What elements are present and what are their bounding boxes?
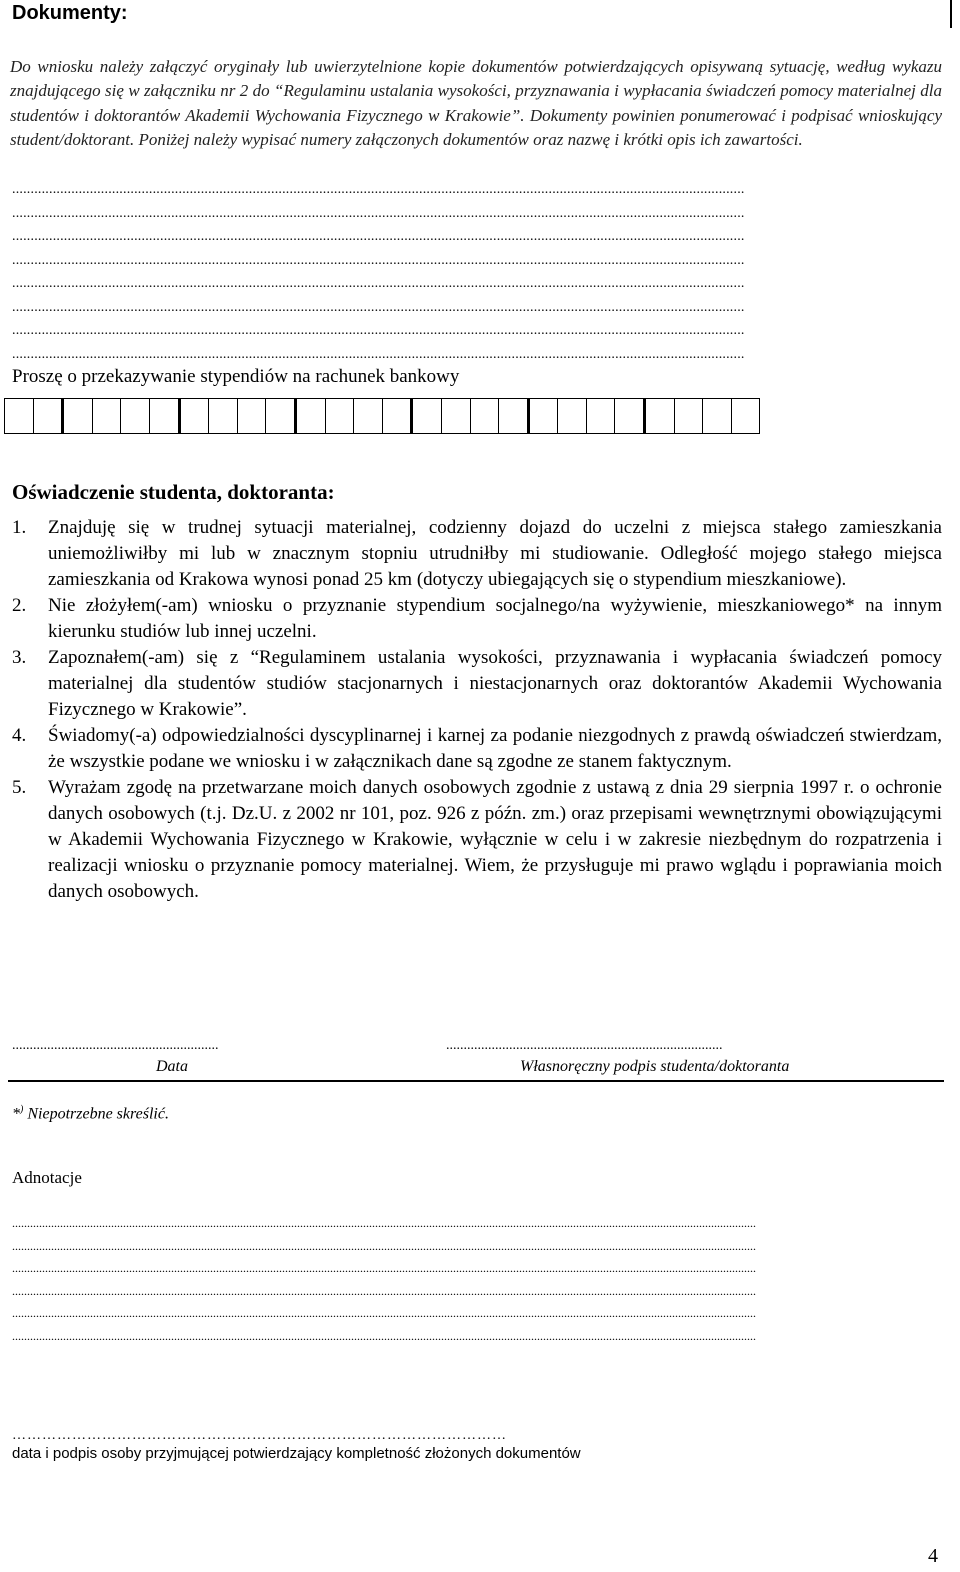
bank-digit-box[interactable] [92, 398, 121, 434]
bank-digit-box[interactable] [294, 398, 325, 434]
statement-number: 1. [12, 517, 27, 538]
bank-digit-box[interactable] [614, 398, 643, 434]
document-line[interactable]: ...................................................................................................................................................................................................... [12, 252, 745, 268]
statement-text: Nie złożyłem(-am) wniosku o przyznanie stypendium socjalnego/na wyżywienie, mieszkaniowego* na innym kierunku studiów lub innej uczelni. [48, 595, 942, 642]
bank-digit-box[interactable] [643, 398, 674, 434]
bank-digit-box[interactable] [441, 398, 470, 434]
footnote-sup: ) [20, 1104, 24, 1115]
annotation-lines [12, 1212, 942, 1347]
document-line[interactable]: ...................................................................................................................................................................................................... [12, 182, 745, 197]
statement-list [12, 515, 942, 905]
bank-digit-box[interactable] [498, 398, 527, 434]
statement-item [12, 645, 942, 723]
statement-number: 2. [12, 595, 27, 616]
bank-account-label: Proszę o przekazywanie stypendiów na rachunek bankowy [12, 366, 460, 387]
bank-digit-box[interactable] [586, 398, 615, 434]
divider [8, 1080, 944, 1082]
document-line[interactable]: ...................................................................................................................................................................................................... [12, 229, 745, 244]
statement-text: Zapoznałem(-am) się z “Regulaminem ustalania wysokości, przyznawania i wypłacania świadczeń pomocy materialnej dla studentów studiów stacjonarnych i niestacjonarnych oraz doktorantów Akademii Wychowania Fizycznego w Krakowie”. [48, 647, 942, 720]
bank-digit-box[interactable] [410, 398, 441, 434]
annotation-line[interactable]: ........................................................................................................................................................................................................................................................ [12, 1216, 756, 1230]
bank-digit-box[interactable] [33, 398, 62, 434]
statement-title: Oświadczenie studenta, doktoranta: [12, 480, 335, 504]
statement-number: 4. [12, 725, 27, 746]
bank-digit-box[interactable] [265, 398, 294, 434]
document-line[interactable]: ...................................................................................................................................................................................................... [12, 299, 745, 315]
signature-label: Własnoręczny podpis studenta/doktoranta [520, 1058, 790, 1075]
signature-field[interactable]: ............................................................................... [446, 1038, 723, 1053]
corner-mark [950, 0, 952, 28]
document-line[interactable]: ...................................................................................................................................................................................................... [12, 346, 745, 362]
bank-digit-box[interactable] [702, 398, 731, 434]
bank-digit-box[interactable] [61, 398, 92, 434]
statement-item [12, 515, 942, 593]
section-title-documents: Dokumenty: [12, 2, 128, 24]
bank-digit-box[interactable] [731, 398, 761, 434]
bank-digit-box[interactable] [237, 398, 266, 434]
footnote-mark: * [12, 1105, 20, 1123]
date-label: Data [156, 1058, 188, 1075]
bank-digit-box[interactable] [178, 398, 209, 434]
document-line[interactable]: ...................................................................................................................................................................................................... [12, 205, 745, 221]
bank-digit-box[interactable] [353, 398, 382, 434]
documents-instructions: Do wniosku należy załączyć oryginały lub uwierzytelnione kopie dokumentów potwierdzających opisywaną sytuację, według wykazu znajdującego się w załączniku nr 2 do “Regulaminu ustalania wysokości, przyznawania i wypłacania świadczeń pomocy materialnej dla studentów i doktorantów Akademii Wychowania Fizycznego w Krakowie”. Dokumenty powinien ponumerować i podpisać wnioskujący student/doktorant. Poniżej należy wypisać numery załączonych dokumentów oraz nazwę i krótki opis ich zawartości. [10, 57, 942, 150]
date-field[interactable]: ........................................................... [12, 1038, 219, 1053]
annotations-label: Adnotacje [12, 1168, 82, 1187]
bank-digit-box[interactable] [325, 398, 354, 434]
confirmation-label: data i podpis osoby przyjmującej potwierdzający kompletność złożonych dokumentów [12, 1445, 581, 1462]
bank-digit-box[interactable] [674, 398, 703, 434]
bank-digit-box[interactable] [208, 398, 237, 434]
bank-digit-box[interactable] [557, 398, 586, 434]
statement-number: 3. [12, 647, 27, 668]
annotation-line[interactable]: ........................................................................................................................................................................................................................................................ [12, 1238, 756, 1253]
page-number: 4 [928, 1545, 938, 1567]
statement-item [12, 723, 942, 775]
statement-text: Świadomy(-a) odpowiedzialności dyscyplinarnej i karnej za podanie niezgodnych z prawdą oświadczeń stwierdzam, że wszystkie podane we wniosku i w załącznikach dane są zgodne ze stanem faktycznym. [48, 725, 942, 772]
annotation-line[interactable]: ........................................................................................................................................................................................................................................................ [12, 1283, 756, 1298]
confirmation-signature-field[interactable]: ……………………………………………………………………………………… [12, 1428, 507, 1443]
bank-digit-box[interactable] [382, 398, 411, 434]
annotation-line[interactable]: ........................................................................................................................................................................................................................................................ [12, 1328, 756, 1343]
footnote [12, 1104, 169, 1123]
statement-item [12, 593, 942, 645]
annotation-line[interactable]: ........................................................................................................................................................................................................................................................ [12, 1306, 756, 1320]
document-line[interactable]: ...................................................................................................................................................................................................... [12, 323, 745, 338]
document-list-lines [12, 178, 942, 366]
bank-digit-box[interactable] [4, 398, 33, 434]
bank-account-boxes[interactable] [4, 398, 760, 434]
bank-digit-box[interactable] [120, 398, 149, 434]
annotation-line[interactable]: ........................................................................................................................................................................................................................................................ [12, 1261, 756, 1275]
footnote-text: Niepotrzebne skreślić. [23, 1105, 169, 1123]
bank-digit-box[interactable] [527, 398, 558, 434]
bank-digit-box[interactable] [470, 398, 499, 434]
document-line[interactable]: ...................................................................................................................................................................................................... [12, 276, 745, 291]
statement-item [12, 775, 942, 905]
statement-text: Wyrażam zgodę na przetwarzane moich danych osobowych zgodnie z ustawą z dnia 29 sierpnia 1997 r. o ochronie danych osobowych (t.j. Dz.U. z 2002 nr 101, poz. 926 z późn. zm.) oraz przepisami wewnętrznymi obowiązującymi w Akademii Wychowania Fizycznego w Krakowie, wyłącznie w celu i w zakresie niezbędnym do rozpatrzenia i realizacji wniosku o przyznanie pomocy materialnej. Wiem, że przysługuje mi prawo wglądu i poprawiania moich danych osobowych. [48, 777, 942, 902]
bank-digit-box[interactable] [149, 398, 178, 434]
statement-number: 5. [12, 777, 27, 798]
statement-text: Znajduję się w trudnej sytuacji materialnej, codzienny dojazd do uczelni z miejsca stałego zamieszkania uniemożliwiłby mi lub w znacznym stopniu utrudniłby mi studiowanie. Odległość mojego stałego miejsca zamieszkania od Krakowa wynosi ponad 25 km (dotyczy ubiegających się o stypendium mieszkaniowe). [48, 517, 942, 590]
